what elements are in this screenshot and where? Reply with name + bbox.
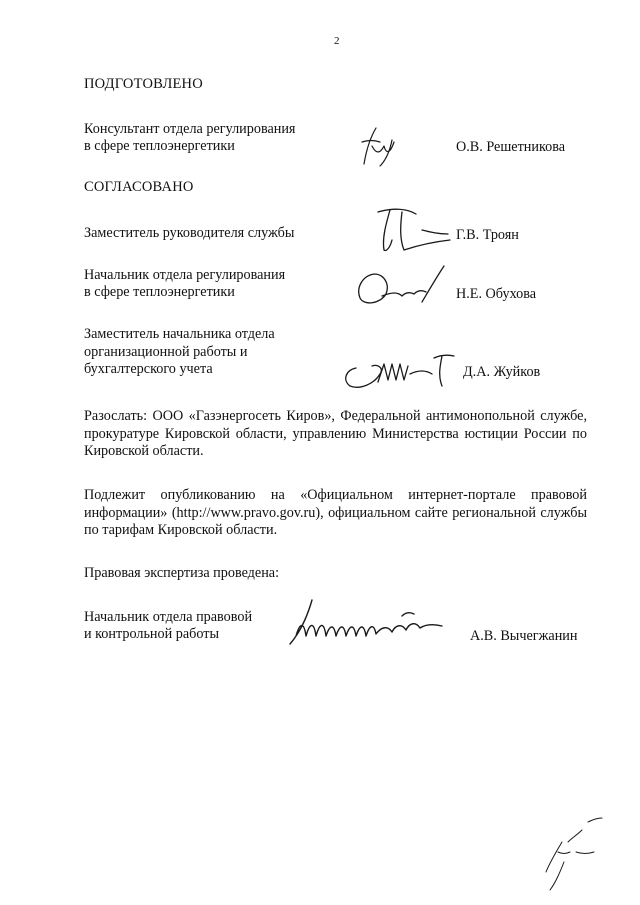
signer-role-line: Начальник отдела регулирования — [84, 267, 286, 283]
prepared-heading: ПОДГОТОВЛЕНО — [84, 76, 203, 92]
signer-role-line: в сфере теплоэнергетики — [84, 138, 235, 154]
signer-role-line: Заместитель руководителя службы — [84, 225, 295, 241]
signer-name: Г.В. Троян — [456, 227, 519, 243]
signer-role-line: Заместитель начальника отдела — [84, 326, 275, 342]
signer-role-line: бухгалтерского учета — [84, 361, 213, 377]
distribution-paragraph: Разослать: ООО «Газэнергосеть Киров», Федеральной антимонопольной службе, прокуратуре Кировской области, управлению Министерства юстиции России по Кировской области. — [84, 408, 587, 459]
signature-vychegzhanin — [282, 596, 462, 652]
signature-troyan — [372, 200, 462, 260]
signer-name: Д.А. Жуйков — [463, 364, 541, 380]
legal-review-statement: Правовая экспертиза проведена: — [84, 565, 280, 581]
signer-name: А.В. Вычегжанин — [470, 628, 578, 644]
signer-role-line: в сфере теплоэнергетики — [84, 284, 235, 300]
publication-paragraph: Подлежит опубликованию на «Официальном интернет-портале правовой информации» (http://www.pravo.gov.ru), официальном сайте региональной службы по тарифам Кировской области. — [84, 487, 587, 538]
signer-name: Н.Е. Обухова — [456, 286, 537, 302]
signature-reshetnikova — [350, 120, 410, 170]
signature-obukhova — [352, 262, 452, 314]
signature-zhuykov — [338, 346, 468, 394]
signer-role-line: Консультант отдела регулирования — [84, 121, 296, 137]
agreed-heading: СОГЛАСОВАНО — [84, 179, 194, 195]
signer-name: О.В. Решетникова — [456, 139, 566, 155]
signer-role-line: и контрольной работы — [84, 626, 219, 642]
signer-role-line: Начальник отдела правовой — [84, 609, 253, 625]
signer-role-line: организационной работы и — [84, 344, 248, 360]
page-number: 2 — [334, 35, 340, 47]
handwritten-initial-mark — [528, 812, 610, 894]
